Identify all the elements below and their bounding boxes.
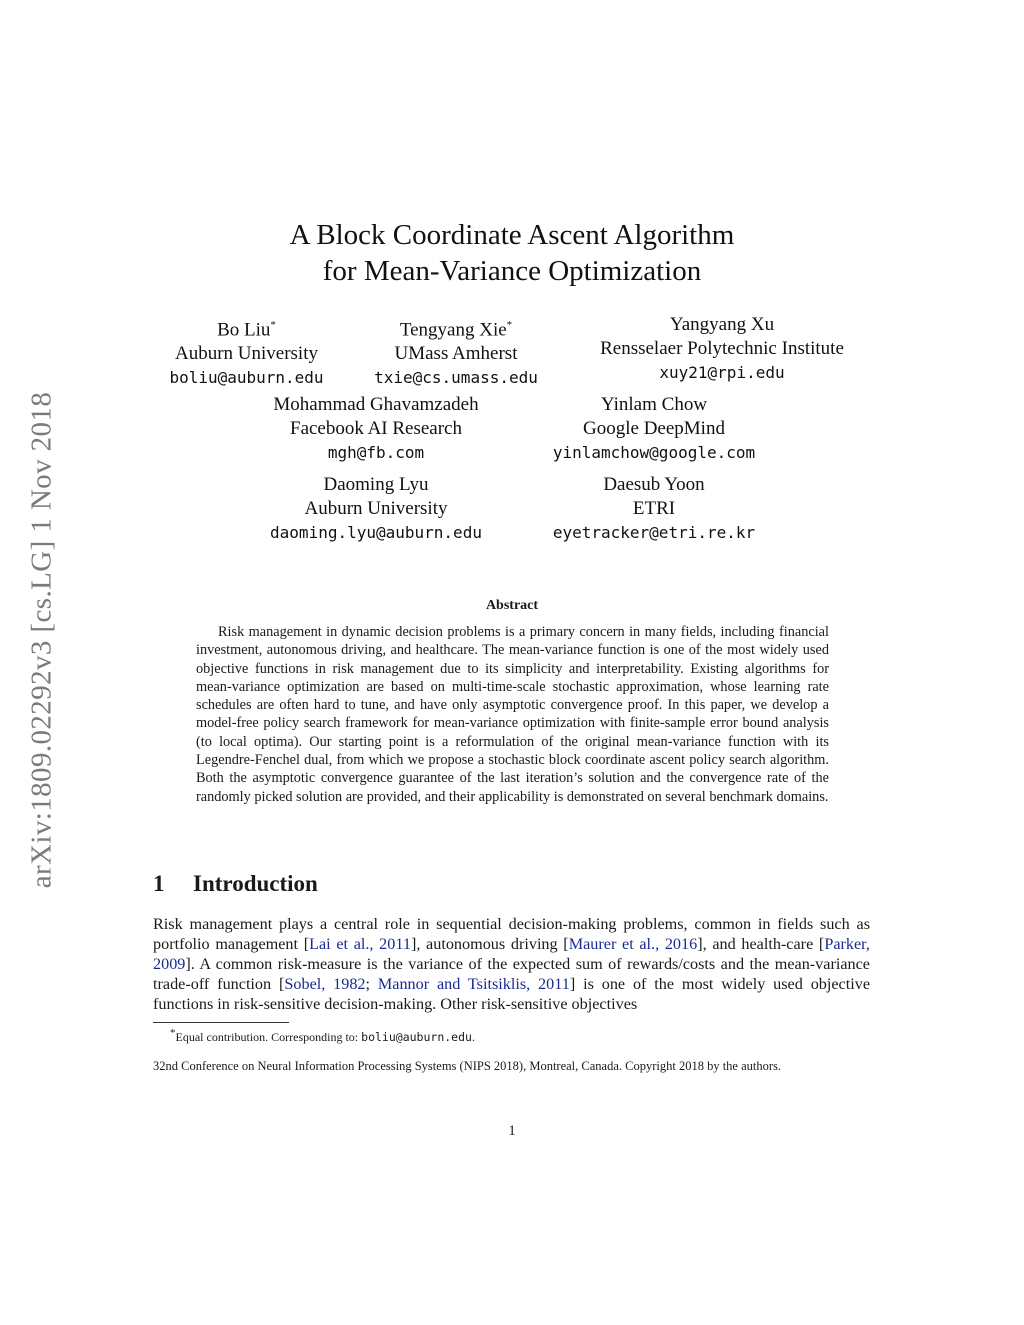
section-title: Introduction xyxy=(193,871,318,896)
author-email[interactable]: mgh@fb.com xyxy=(327,443,425,462)
author-block xyxy=(536,393,772,465)
author-block xyxy=(140,313,353,390)
author-affiliation: UMass Amherst xyxy=(394,343,518,365)
author-email[interactable]: boliu@auburn.edu xyxy=(169,368,324,388)
author-name: Yangyang Xu xyxy=(669,314,775,335)
author-affiliation: Facebook AI Research xyxy=(290,418,462,439)
author-block xyxy=(246,393,506,465)
footnote xyxy=(170,1027,475,1045)
author-email[interactable]: txie@cs.umass.edu xyxy=(374,368,538,388)
intro-text: ] is one of the most widely used objective functions in risk-sensitive decision-making. Other risk-sensitive objectives xyxy=(153,975,871,1013)
intro-text: Risk management plays a central role in sequential decision-making problems, common in fields such as portfolio management [ xyxy=(153,915,870,953)
intro-text: ]. A common risk-measure is the variance of the expected sum of rewards/costs and the mean-variance trade-off function [ xyxy=(153,955,870,993)
author-affiliation: Auburn University xyxy=(304,498,448,519)
author-name: Bo Liu xyxy=(217,319,271,341)
page-number: 1 xyxy=(508,1123,516,1139)
author-name: Daoming Lyu xyxy=(323,474,429,495)
citation-link[interactable]: Lai et al., 2011 xyxy=(309,935,411,953)
author-email[interactable]: eyetracker@etri.re.kr xyxy=(552,523,756,542)
citation-link[interactable]: Mannor and Tsitsiklis, 2011 xyxy=(377,975,570,993)
abstract-text: Risk management in dynamic decision problems is a primary concern in many fields, including financial investment, autonomous driving, and healthcare. The mean-variance function is one of the most widely used objective functions in risk management due to its simplicity and interpretability. Existing algorithms for mean-variance optimization are based on multi-time-scale stochastic approximation, whose learning rate schedules are often hard to tune, and have only asymptotic convergence proof. In this paper, we develop a model-free policy search framework for mean-variance optimization with finite-sample error bound analysis (to local optima). Our starting point is a reformulation of the original mean-variance function with its Legendre-Fenchel dual, from which we propose a stochastic block coordinate ascent policy search algorithm. Both the asymptotic convergence guarantee of the last iteration’s solution and the convergence rate of the randomly picked solution are provided, and their applicability is demonstrated on several benchmark domains. xyxy=(196,624,829,805)
author-block xyxy=(356,313,556,390)
abstract-heading: Abstract xyxy=(485,598,539,613)
footnote-mark: * xyxy=(170,1027,176,1039)
author-email[interactable]: daoming.lyu@auburn.edu xyxy=(270,523,482,542)
section-heading xyxy=(153,871,318,897)
intro-text: ; xyxy=(365,975,378,993)
author-block xyxy=(246,473,506,545)
author-affiliation: Google DeepMind xyxy=(583,418,725,439)
arxiv-identifier: arXiv:1809.02292v3 [cs.LG] 1 Nov 2018 xyxy=(25,391,58,889)
author-name: Tengyang Xie xyxy=(399,319,507,341)
footnote-rule xyxy=(153,1022,289,1023)
citation-link[interactable]: Maurer et al., 2016 xyxy=(568,935,698,953)
intro-paragraph xyxy=(153,914,870,1014)
author-block xyxy=(576,313,868,385)
author-name: Daesub Yoon xyxy=(603,474,705,495)
paper-title-line2: for Mean-Variance Optimization xyxy=(322,255,702,287)
section-number: 1 xyxy=(153,871,165,896)
citation-link[interactable]: Parker, 2009 xyxy=(153,935,870,973)
footnote-end: . xyxy=(471,1030,475,1044)
paper-title-line1: A Block Coordinate Ascent Algorithm xyxy=(289,219,735,251)
author-email[interactable]: xuy21@rpi.edu xyxy=(659,363,785,382)
intro-text: ], autonomous driving [ xyxy=(410,935,569,953)
footnote-text: Equal contribution. Corresponding to: xyxy=(175,1030,362,1044)
author-email[interactable]: yinlamchow@google.com xyxy=(552,443,756,462)
footnote-email[interactable]: boliu@auburn.edu xyxy=(361,1030,472,1044)
author-block xyxy=(536,473,772,545)
citation-link[interactable]: Sobel, 1982 xyxy=(284,975,366,993)
venue-note: 32nd Conference on Neural Information Processing Systems (NIPS 2018), Montreal, Canada. Copyright 2018 by the authors. xyxy=(153,1059,782,1073)
author-affiliation: Auburn University xyxy=(174,343,318,365)
author-name: Yinlam Chow xyxy=(600,394,708,415)
author-affiliation: ETRI xyxy=(632,498,676,519)
intro-text: ], and health-care [ xyxy=(697,935,825,953)
author-mark: * xyxy=(270,319,276,331)
author-mark: * xyxy=(506,319,513,331)
author-name: Mohammad Ghavamzadeh xyxy=(273,394,479,415)
author-affiliation: Rensselaer Polytechnic Institute xyxy=(600,338,844,359)
